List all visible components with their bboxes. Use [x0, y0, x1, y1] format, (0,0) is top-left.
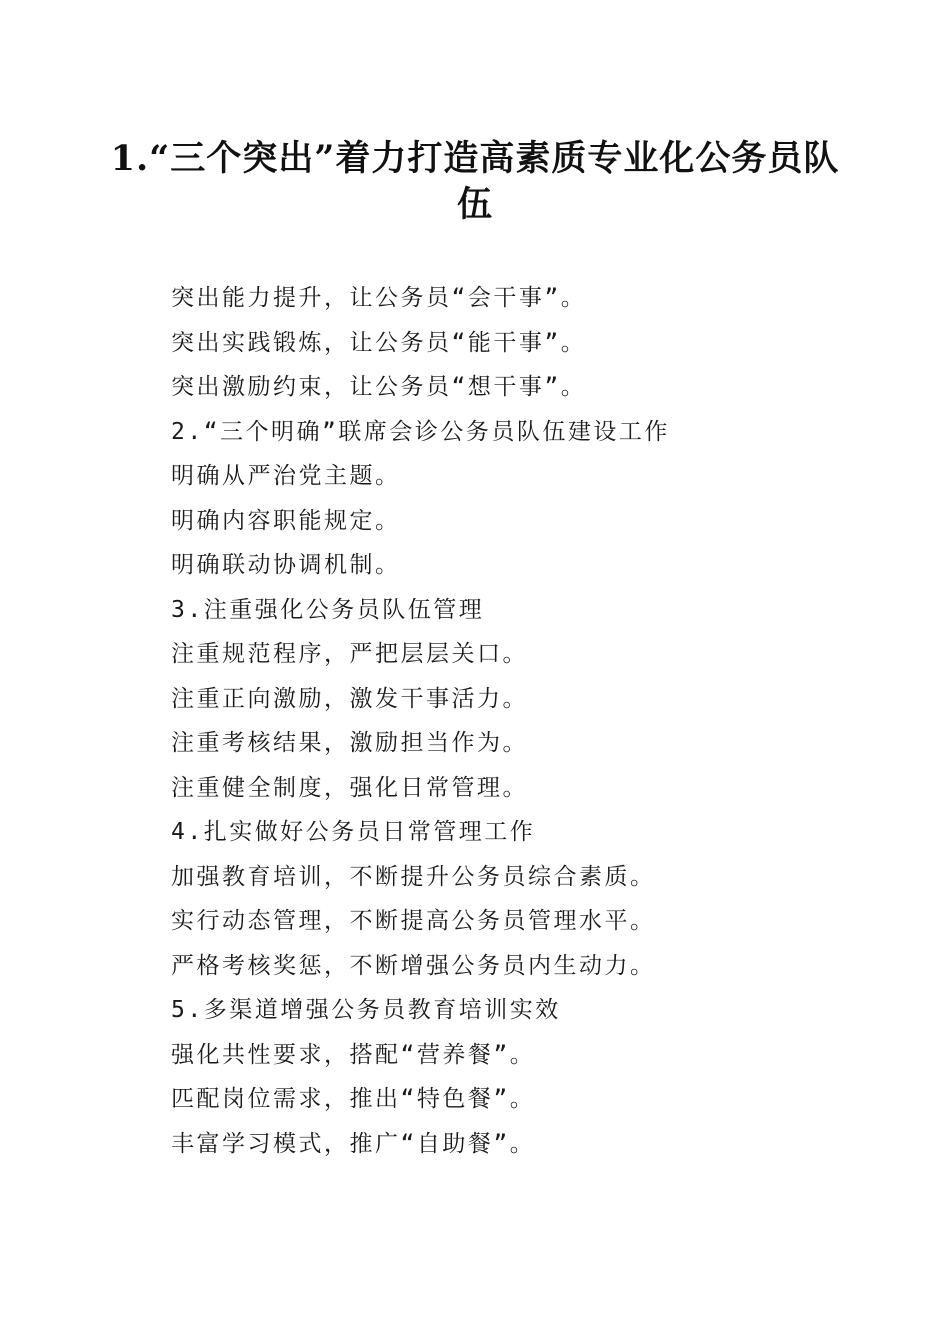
paragraph-line: 明确从严治党主题。 — [171, 463, 401, 489]
paragraph-line: 强化共性要求，搭配“营养餐”。 — [171, 1041, 536, 1068]
paragraph-line: 注重考核结果，激励担当作为。 — [171, 730, 528, 756]
paragraph-line: 注重规范程序，严把层层关口。 — [171, 641, 528, 667]
paragraph-line: 突出能力提升，让公务员“会干事”。 — [171, 285, 587, 311]
document-title: 1.“三个突出”着力打造高素质专业化公务员队伍 — [110, 138, 840, 225]
paragraph-line: 突出激励约束，让公务员“想干事”。 — [171, 374, 587, 400]
paragraph-line: 匹配岗位需求，推出“特色餐”。 — [171, 1086, 536, 1112]
section-heading: 4.扎实做好公务员日常管理工作 — [171, 819, 536, 845]
paragraph-line: 明确内容职能规定。 — [171, 507, 401, 534]
paragraph-line: 明确联动协调机制。 — [171, 552, 401, 578]
section-heading: 3.注重强化公务员队伍管理 — [171, 596, 485, 623]
section-heading: 2.“三个明确”联席会诊公务员队伍建设工作 — [171, 418, 670, 445]
document-body — [171, 276, 871, 1166]
paragraph-line: 丰富学习模式，推广“自助餐”。 — [171, 1130, 536, 1157]
paragraph-line: 严格考核奖惩，不断增强公务员内生动力。 — [171, 952, 656, 979]
paragraph-line: 实行动态管理，不断提高公务员管理水平。 — [171, 908, 656, 934]
paragraph-line: 突出实践锻炼，让公务员“能干事”。 — [171, 329, 587, 356]
paragraph-line: 加强教育培训，不断提升公务员综合素质。 — [171, 863, 656, 890]
paragraph-line: 注重正向激励，激发干事活力。 — [171, 685, 528, 712]
section-heading: 5.多渠道增强公务员教育培训实效 — [171, 997, 561, 1023]
paragraph-line: 注重健全制度，强化日常管理。 — [171, 774, 528, 801]
